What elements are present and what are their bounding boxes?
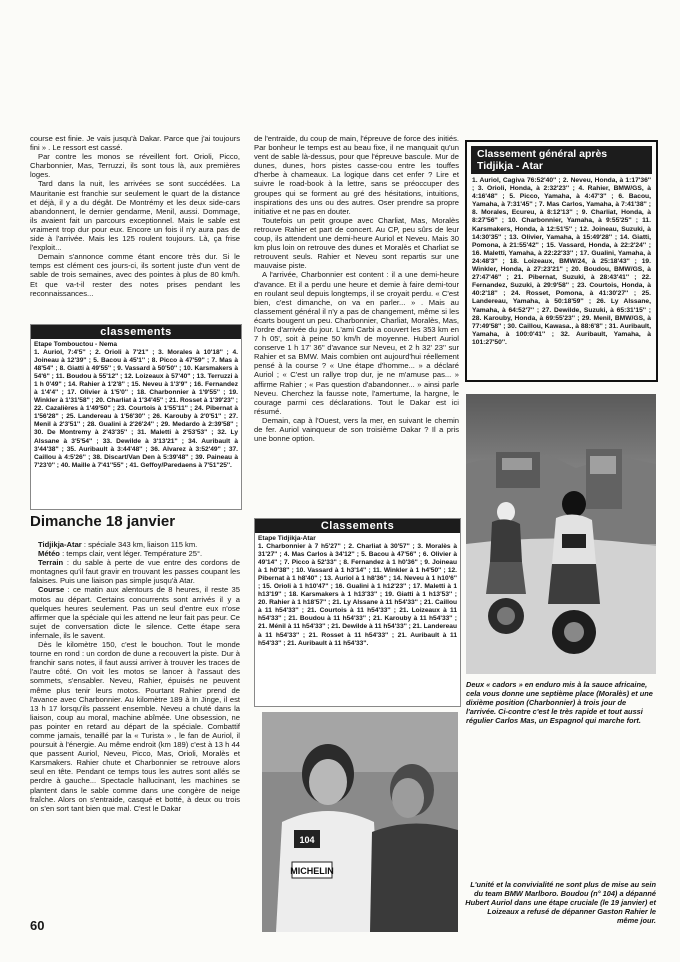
paragraph-label: Météo [38, 549, 60, 559]
paragraph [30, 585, 240, 640]
photo-team-illustration [262, 712, 458, 932]
general-classification-title: Classement général après Tidjikja - Atar [471, 146, 652, 174]
paragraph-text: : spéciale 343 km, liaison 115 km. [81, 540, 198, 549]
paragraph-label: Tidjikja-Atar [38, 540, 82, 549]
paragraph-text: : ce matin aux alentours de 8 heures, il reste 35 motos au départ. Certains concurrents sont arrivés il y a quelques heures seulement. Pas un seul d'entre eux n'ose affirmer que la spéciale qui les attend ne leur fait pas peur. Ce sujet de conversation dicte le silence. Cette étape sera infernale, ils le savent. [30, 585, 240, 640]
classements-results: 1. Auriol, 7:4'5'' ; 2. Orioli à 7'21'' ; 3. Morales à 10'18'' ; 4. Joineau à 12'39'' ; 5. Bacou à 45'1'' ; 8. Picco à 47'59'' ; 7. Mas à 48'54'' ; 8. Giatti à 49'55'' ; 9. Vassard à 50'50'' ; 10. Karsmakers à 54'6'' ; 11. Boudou à 55'12'' ; 12. Loizeaux à 57'40'' ; 13. Terruzzi à 1 h 0'49'' ; 14. Rahier à 1'2'8'' ; 15. Neveu à 1'3'9'' ; 16. Fernandez à 1'4'4'' ; 17. Olivier à 1'5'0'' ; 18. Charbonnier à 1'9'55'' ; 19. Winkler à 1'31'58'' ; 20. Charliat à 1'34'45'' ; 21. Rosset à 1'39'23'' ; 22. Cazalières à 1'49'50'' ; 23. Courtois à 1'55'11'' ; 24. Pibernat à 1'56'28'' ; 25. Landereau à 1'56'30'' ; 26. Karouby à 2'0'51'' ; 27. Menil à 2'3'51'' ; 28. Gualini à 2'26'24'' ; 29. Medardo à 2:39'58'' ; 30. De Montremy à 2'43'35'' ; 31. Maletti à 2'53'53'' ; 32. Ly Alssane à 3'5'54'' ; 33. Dewilde à 3'13'21'' ; 34. Auribault à 3'44'38'' ; 35. Auribault à 3:44'48'' ; 36. Alvarez à 3:52'49'' ; 37. Caillou à 4:5'26'' ; 38. Discart/Van Den à 5:39'48'' ; 39. Paineau à 7'23'0'' ; 40. Maille à 7'41''55'' ; 41. Geffoy/Paredaens à 7'51''25''. [34, 349, 238, 469]
paragraph-text: : temps clair, vent léger. Température 25°. [59, 549, 203, 559]
paragraph [30, 558, 240, 585]
sponsor-label: MICHELIN [290, 866, 334, 876]
photo-riders-desert [466, 394, 656, 674]
photo-riders-illustration [466, 394, 656, 674]
paragraph: Tard dans la nuit, les arrivées se sont succédées. La Mauritanie est franchie sur seulement le quart de la distance et déjà, il y a du dégât. De Montrémy et les deux side-cars abandonnent, le dernier gendarme, Menil, aussi. Dommage, ils avaient fait un parcours exceptionnel. Mais le sable est vraiment trop dur pour eux. Encore un fois il n'y aura pas de side à l'arrivée. Mais les 125 roulent toujours. Là, ça frise l'exploit... [30, 179, 240, 253]
paragraph: Par contre les monos se réveillent fort. Orioli, Picco, Charbonnier, Mas, Terruzzi, ils sont tous là, aux premières loges. [30, 152, 240, 180]
paragraph-text: : du sable à perte de vue entre des cordons de montagnes qu'il faut gravir en trouvant les passes coupant les falaises. Puis une liaison pas simple jusqu'à Atar. [30, 558, 240, 586]
classements-stage-name: Etape Tombouctou - Nema [34, 341, 118, 348]
classements-stage-name: Etape Tidjikja-Atar [258, 535, 316, 542]
section-heading: Dimanche 18 janvier [30, 513, 176, 530]
paragraph: Toutefois un petit groupe avec Charliat, Mas, Moralès retrouve Rahier et part de concert. Au CP, peu sûrs de leur coup, ils attendent une demi-heure Auriol et Neveu. Mais 30 km plus loin on retrouve des dunes et Moralès et Charliat se retrouvent seuls. Rahier et Neveu sont repartis sur une mauvaise piste. [254, 215, 459, 271]
paragraph [30, 549, 240, 558]
photo-caption-team: L'unité et la convivialité ne sont plus de mise au sein du team BMW Marlboro. Boudou (n° 104) a dépanné Hubert Auriol dans une étape cruciale (le 19 janvier) et Loizeaux a refusé de dépanner Gaston Rahier le même jour. [465, 880, 656, 925]
paragraph-label: Terrain [38, 558, 64, 568]
classements-box-stage-2 [254, 518, 461, 707]
general-classification-box [465, 140, 658, 382]
paragraph: Demain, cap à l'Ouest, vers la mer, en suivant le chemin de fer. Auriol vainqueur de son troisième Dakar ? Il a pris une bonne option. [254, 415, 459, 444]
paragraph: Demain s'annonce comme étant encore très dur. Si le temps est clément ces jours-ci, ils sortent juste d'un vent de sable de trois semaines, avec des pointes à plus de 80 km/h. Et que va-t-il rester des notes prises pendant les reconnaissances... [30, 252, 240, 298]
paragraph [30, 540, 240, 549]
paragraph: de l'entraide, du coup de main, l'épreuve de force des initiés. Par bonheur le temps est au beau fixe, il ne manquait qu'un vent de sable là-dessus, pour que l'épreuve bascule. Mur de dunes, dunes, hors pistes casse-cou entre les touffes d'herbe à chameaux. La logique dans cet enfer ? Lire et suivre le road-book à la lettre, sans se préoccuper des groupes qui se forment au gré des hésitations, intuitions, inspirations des uns ou des autres. Oser prendre sa propre initiative et ne pas en douter. [254, 134, 459, 216]
classements-box-stage-1 [30, 324, 242, 510]
paragraph-label: Course [38, 585, 65, 595]
article-column-2 [254, 134, 459, 443]
page-number: 60 [30, 918, 45, 933]
classements-results: 1. Charbonnier à 7 h5'27'' ; 2. Charliat à 30'57'' ; 3. Moralès à 31'27'' ; 4. Mas Carlos à 34'12'' ; 5. Bacou à 47'56'' ; 6. Olivier à 49'14'' ; 7. Picco à 52'33'' ; 8. Fernandez à 1 h0'36'' ; 9. Joineau à 1 h0'38'' ; 10. Vassard à 1 h3'14'' ; 11. Winkler à 1 h4'50'' ; 12. Pibernat à 1 h8'40'' ; 13. Auriol à 1 h8'36'' ; 14. Neveu à 1 h10'6'' ; 15. Orioli à 1 h10'47'' ; 16. Gualini à 1 h12'23'' ; 17. Maletti à 1 h13'19'' ; 18. Karsmakers à 1 h13'33'' ; 19. Giatti à 1 h13'53'' ; 20. Rahier à 1 h18'57'' ; 21. Ly Alssane à 11 h54'33'' ; 21. Caillou à 11 h54'33'' ; 21. Courtois à 11 h54'33'' ; 21. Loizeaux à 11 h54'33'' ; 21. Boudou à 11 h54'33'' ; 21. Karouby à 11 h54'33'' ; 21. Ménil à 11 h54'33'' ; 21. Dewilde à 11 h54'33'' ; 21. Landereau à 11 h54'33'' ; 21. Rosset à 11 h54'33'' ; 21. Auribault à 11 h54'33'' ; 21. Auribault à 11 h54'33''. [258, 543, 457, 647]
paragraph-text: Dès le kilomètre 150, c'est le bouchon. Tout le monde tourne en rond : un cordon de dune a recouvert la piste. Dur à franchir sans notes, il faut aussi arriver à trouver les traces de l'autre côté. On voit les motos se lancer à l'assaut des sommets, s'ensabler. Neveu, Rahier, épuisés ne peuvent même plus tenir leurs motos. Pourtant Rahier prend de l'avance avec Charbonnier. Au kilomètre 189 à In Jinge, il est 13 h 17 lorsqu'ils passent ensemble. Neveu a chuté dans la liaison, coup au moral, machine abîmée. Une obsession, ne pas pointer en retard au départ de la spéciale. Combattif comme jamais, tenaillé par la « Turista » , le fan de Auriol, il poursuit à l'énergie. Au même endroit (km 189) c'est à 13 h 44 que passent Auriol, Neveu, Picco, Mas, Orioli, Moralès et Karsmakers. Rahier chute et Charbonnier se retrouve alors seul en tête. Pendant ce temps tous les autres sont allés se perdre à gauche... Spectacle hallucinant, les machines se plantent dans le sable comme dans une congère de neige fraîche. Alors on s'entraide, casqué et botté, à deux ou trois on s'en sort tant bien que mal. C'est le Dakar [30, 640, 240, 813]
photo-caption-riders: Deux « cadors » en enduro mis à la sauce africaine, cela vous donne une septième place (Moralès) et une dixième position (Charbonnier) à trois jour de l'arrivée. Ci-contre c'est le très rapide et tout aussi régulier Carlos Mas, un Espagnol qui marche fort. [466, 680, 653, 725]
bib-number: 104 [299, 835, 315, 845]
paragraph: course est finie. Je vais jusqu'à Dakar. Parce que j'ai toujours fini » . Le ressort est cassé. [30, 134, 240, 153]
general-classification-results: 1. Auriol, Cagiva 76:52'40'' ; 2. Neveu, Honda, à 1:17'36'' ; 3. Orioli, Honda, à 2:32'23'' ; 4. Rahier, BMW/GS, à 4:16'48'' ; 5. Picco, Yamaha, à 4:47'3'' ; 6. Bacou, Yamaha, à 7:31'45'' ; 7. Mas Carlos, Yamaha, à 7:41'38'' ; 8. Morales, Ecureu, à 8:12'13'' ; 9. Charliat, Honda, à 8:27'56'' ; 10. Charbonnier, Yamaha, à 9:55'25'' ; 11. Karsmakers, Honda, à 12:51'5'' ; 12. Joineau, Suzuki, à 14:30'35'' ; 13. Olivier, Yamaha, à 15:49'28'' ; 14. Giatti, Pomona, à 21:55'42'' ; 15. Vassard, Honda, à 22:2'24'' ; 16. Maletti, Yamaha, à 22:22'33'' ; 17. Gualini, Yamaha, à 24:48'3'' ; 18. Loizeaux, BMW/24, à 25:18'43'' ; 19. Winkler, Honda, à 27:23'21'' ; 20. Boudou, BMW/GS, à 27:47'46'' ; 21. Pibernat, Suzuki, à 28:43'41'' ; 22. Fernandez, Suzuki, à 29:9'58'' ; 23. Courtois, Honda, à 40:2'18'' ; 24. Rosset, Pomona, à 41:30'27'' ; 25. Landereau, Yamaha, à 50:18'59'' ; 26. Ly Alssane, Yamaha, à 64:52'7'' ; 27. Dewilde, Suzuki, à 65:31'15'' ; 28. Karouby, Honda, à 69:55'23'' ; 29. Menil, BMW/GS, à 77:49'58'' ; 30. Caillou, Kawasa., à 88:6'8'' ; 31. Auribault, Yamaha, à 100:0'41'' ; 32. Auribault, Yamaha, à 101:27'50''. [472, 177, 651, 346]
article-column-1 [30, 134, 240, 298]
classements-banner: classements [31, 325, 241, 339]
paragraph: A l'arrivée, Charbonnier est content : il a une demi-heure d'avance. Et il a perdu une heure et demie à faire demi-tour en roulant seul depuis longtemps, il se croyait perdu. « C'est bien, c'est dimanche, on va en parler... » . Mais au classement général il n'y a pas de changement, même si les écarts bougent un peu. Charbonnier, Charliat, Moralès, Mas, l'ordre d'arrivée du jour. L'ami Carbi a couvert les 353 km en 7 h 05', soit à peine 50 km/h de moyenne. Hubert Auriol conserve 1 h 17' 36'' d'avance sur Neveu, et 2 h 32' 23'' sur Rahier et sa BMW. Mais combien ont aujourd'hui réellement pensé à la course ? « Une étape d'homme... » a déclaré Auriol ; « C'est un rallye trop dur, je ne m'amuse pas... » affirme Rahier ; « Pas question d'abandonner... » ainsi parle Neveu. Cherchez la fausse note, l'amertume, la hargne, le courage parmi ces déclarations. Tout le Dakar est ici résumé. [254, 270, 459, 416]
paragraph [30, 640, 240, 813]
photo-bmw-team [262, 712, 458, 932]
classements-banner: Classements [255, 519, 460, 533]
article-column-3 [30, 540, 240, 813]
